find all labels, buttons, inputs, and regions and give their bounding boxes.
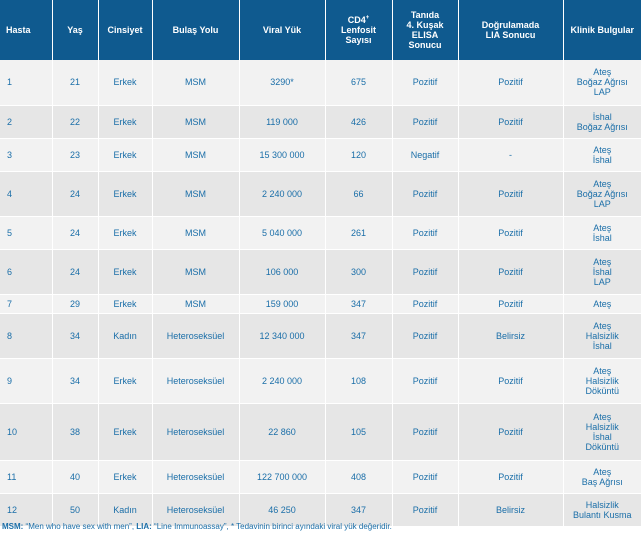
cell-hasta: 8 (0, 313, 52, 358)
cell-bulas: MSM (152, 249, 239, 294)
cell-yas: 23 (52, 138, 98, 171)
klinik-finding: İshal (592, 111, 612, 122)
cell-elisa: Pozitif (392, 105, 458, 138)
cell-yas: 50 (52, 493, 98, 526)
cell-cinsiyet: Kadın (98, 493, 152, 526)
header-yas-label: Yaş (67, 25, 83, 35)
cell-cd4: 347 (325, 294, 392, 313)
cell-klinik (563, 249, 641, 294)
klinik-finding: İshal (592, 154, 612, 165)
klinik-finding: İshal (592, 431, 612, 442)
header-yas (52, 0, 98, 60)
footnote-lia-text: “Line Immunoassay”, * Tedavinin birinci ayındaki viral yük değeridir. (151, 522, 392, 531)
klinik-finding: Baş Ağrısı (581, 476, 623, 487)
header-lia-line1: Doğrulamada (481, 20, 540, 30)
cell-cd4: 105 (325, 403, 392, 460)
cell-bulas: MSM (152, 105, 239, 138)
cell-elisa: Pozitif (392, 493, 458, 526)
cell-cinsiyet: Erkek (98, 60, 152, 105)
klinik-finding: İshal (592, 340, 612, 351)
cell-viral: 3290* (239, 60, 325, 105)
cell-bulas: MSM (152, 294, 239, 313)
cell-cd4: 347 (325, 493, 392, 526)
cell-hasta: 5 (0, 216, 52, 249)
cell-cinsiyet: Erkek (98, 105, 152, 138)
cell-viral: 5 040 000 (239, 216, 325, 249)
cell-hasta: 3 (0, 138, 52, 171)
cell-lia: Belirsiz (458, 313, 563, 358)
cell-viral: 122 700 000 (239, 460, 325, 493)
cell-lia: Pozitif (458, 294, 563, 313)
cell-lia: Pozitif (458, 171, 563, 216)
cell-yas: 29 (52, 294, 98, 313)
klinik-finding: Döküntü (585, 385, 620, 396)
cell-lia: Pozitif (458, 460, 563, 493)
cell-cinsiyet: Erkek (98, 358, 152, 403)
header-elisa-line1: Tanıda (410, 10, 440, 20)
cell-hasta: 12 (0, 493, 52, 526)
cell-viral: 2 240 000 (239, 358, 325, 403)
cell-yas: 24 (52, 216, 98, 249)
cell-cd4: 347 (325, 313, 392, 358)
cell-elisa: Pozitif (392, 313, 458, 358)
header-lia (458, 0, 563, 60)
klinik-finding: İshal (592, 232, 612, 243)
cell-hasta: 1 (0, 60, 52, 105)
cell-klinik (563, 403, 641, 460)
klinik-finding: Döküntü (585, 441, 620, 452)
cell-bulas: Heteroseksüel (152, 403, 239, 460)
klinik-finding: LAP (593, 276, 611, 287)
table-row (0, 138, 641, 171)
cell-bulas: MSM (152, 60, 239, 105)
cell-cinsiyet: Erkek (98, 249, 152, 294)
header-bulas-label: Bulaş Yolu (172, 25, 219, 35)
table-row (0, 294, 641, 313)
cell-klinik (563, 60, 641, 105)
footnote-msm-label: MSM: (2, 522, 24, 531)
klinik-finding: Ateş (593, 466, 612, 477)
cell-klinik (563, 216, 641, 249)
header-cinsiyet (98, 0, 152, 60)
cell-cinsiyet: Erkek (98, 171, 152, 216)
cell-viral: 106 000 (239, 249, 325, 294)
header-hasta-label: Hasta (6, 25, 31, 35)
cell-lia: Pozitif (458, 60, 563, 105)
cell-elisa: Pozitif (392, 460, 458, 493)
cell-klinik (563, 313, 641, 358)
cell-klinik (563, 358, 641, 403)
klinik-finding: Boğaz Ağrısı (576, 77, 628, 88)
header-elisa-line3: ELISA (411, 30, 439, 40)
cell-viral: 15 300 000 (239, 138, 325, 171)
cell-elisa: Pozitif (392, 216, 458, 249)
table-footnote (2, 522, 392, 531)
cell-klinik (563, 105, 641, 138)
klinik-finding: Ateş (593, 320, 612, 331)
cell-bulas: Heteroseksüel (152, 460, 239, 493)
cell-cd4: 300 (325, 249, 392, 294)
cell-viral: 46 250 (239, 493, 325, 526)
cell-elisa: Pozitif (392, 249, 458, 294)
table-row (0, 171, 641, 216)
cell-klinik (563, 171, 641, 216)
cell-yas: 21 (52, 60, 98, 105)
cell-lia: Belirsiz (458, 493, 563, 526)
cell-hasta: 10 (0, 403, 52, 460)
klinik-finding: Halsizlik (585, 499, 619, 510)
cell-bulas: MSM (152, 216, 239, 249)
header-cd4-text: CD4 (347, 15, 366, 25)
header-bulas (152, 0, 239, 60)
cell-cd4: 261 (325, 216, 392, 249)
klinik-finding: Ateş (593, 298, 612, 309)
cell-viral: 119 000 (239, 105, 325, 138)
cell-yas: 38 (52, 403, 98, 460)
header-klinik (563, 0, 641, 60)
cell-hasta: 11 (0, 460, 52, 493)
cell-cinsiyet: Kadın (98, 313, 152, 358)
header-hasta (0, 0, 52, 60)
header-cd4-line1 (328, 15, 390, 25)
table-row (0, 105, 641, 138)
cell-cd4: 408 (325, 460, 392, 493)
cell-cd4: 426 (325, 105, 392, 138)
cell-lia: Pozitif (458, 216, 563, 249)
cell-klinik (563, 138, 641, 171)
header-viral-label: Viral Yük (262, 25, 302, 35)
cell-cd4: 108 (325, 358, 392, 403)
cell-yas: 40 (52, 460, 98, 493)
cell-cinsiyet: Erkek (98, 216, 152, 249)
klinik-finding: Ateş (593, 256, 612, 267)
cell-yas: 22 (52, 105, 98, 138)
cell-lia: Pozitif (458, 249, 563, 294)
cell-elisa: Negatif (392, 138, 458, 171)
cell-cinsiyet: Erkek (98, 294, 152, 313)
header-cd4-line3: Sayısı (345, 35, 372, 45)
klinik-finding: Ateş (593, 67, 612, 78)
cell-hasta: 4 (0, 171, 52, 216)
klinik-finding: Ateş (593, 222, 612, 233)
cell-elisa: Pozitif (392, 171, 458, 216)
klinik-finding: LAP (593, 198, 611, 209)
table-row (0, 403, 641, 460)
header-elisa-line4: Sonucu (408, 40, 442, 50)
table-row (0, 249, 641, 294)
header-cd4 (325, 0, 392, 60)
table-header (0, 0, 641, 60)
table-row (0, 216, 641, 249)
cell-cinsiyet: Erkek (98, 460, 152, 493)
klinik-finding: Ateş (593, 178, 612, 189)
cell-bulas: MSM (152, 138, 239, 171)
header-cd4-sup: + (365, 15, 370, 21)
cell-elisa: Pozitif (392, 294, 458, 313)
header-elisa (392, 0, 458, 60)
klinik-finding: Halsizlik (585, 330, 619, 341)
header-cd4-line2: Lenfosit (341, 25, 376, 35)
cell-bulas: Heteroseksüel (152, 493, 239, 526)
cell-lia: Pozitif (458, 358, 563, 403)
cell-cinsiyet: Erkek (98, 138, 152, 171)
cell-hasta: 9 (0, 358, 52, 403)
table-row (0, 60, 641, 105)
cell-yas: 34 (52, 313, 98, 358)
cell-bulas: Heteroseksüel (152, 313, 239, 358)
table-row (0, 460, 641, 493)
cell-viral: 159 000 (239, 294, 325, 313)
klinik-finding: Halsizlik (585, 375, 619, 386)
cell-yas: 24 (52, 249, 98, 294)
cell-klinik (563, 460, 641, 493)
cell-klinik (563, 294, 641, 313)
cell-elisa: Pozitif (392, 403, 458, 460)
cell-viral: 2 240 000 (239, 171, 325, 216)
klinik-finding: İshal (592, 266, 612, 277)
header-klinik-label: Klinik Bulgular (570, 25, 634, 35)
cell-bulas: MSM (152, 171, 239, 216)
footnote-msm-text: “Men who have sex with men”, (23, 522, 137, 531)
cell-cd4: 675 (325, 60, 392, 105)
klinik-finding: Ateş (593, 144, 612, 155)
header-row (0, 0, 641, 60)
klinik-finding: Boğaz Ağrısı (576, 121, 628, 132)
klinik-finding: LAP (593, 87, 611, 98)
cell-viral: 12 340 000 (239, 313, 325, 358)
table-row (0, 313, 641, 358)
cell-cd4: 120 (325, 138, 392, 171)
header-elisa-line2: 4. Kuşak (406, 20, 444, 30)
cell-cinsiyet: Erkek (98, 403, 152, 460)
cell-elisa: Pozitif (392, 358, 458, 403)
cell-bulas: Heteroseksüel (152, 358, 239, 403)
cell-viral: 22 860 (239, 403, 325, 460)
cell-cd4: 66 (325, 171, 392, 216)
cell-lia: - (458, 138, 563, 171)
klinik-finding: Boğaz Ağrısı (576, 188, 628, 199)
klinik-finding: Ateş (593, 411, 612, 422)
cell-klinik (563, 493, 641, 526)
cell-lia: Pozitif (458, 403, 563, 460)
table-body (0, 60, 641, 526)
klinik-finding: Ateş (593, 365, 612, 376)
klinik-finding: Halsizlik (585, 421, 619, 432)
cell-yas: 24 (52, 171, 98, 216)
cell-hasta: 2 (0, 105, 52, 138)
cell-hasta: 7 (0, 294, 52, 313)
footnote-lia-label: LIA: (136, 522, 152, 531)
cell-yas: 34 (52, 358, 98, 403)
header-cinsiyet-label: Cinsiyet (107, 25, 143, 35)
header-viral (239, 0, 325, 60)
klinik-finding: Bulantı Kusma (572, 509, 632, 520)
cell-lia: Pozitif (458, 105, 563, 138)
header-lia-line2: LIA Sonucu (485, 30, 536, 40)
cell-elisa: Pozitif (392, 60, 458, 105)
table-row (0, 358, 641, 403)
cell-hasta: 6 (0, 249, 52, 294)
